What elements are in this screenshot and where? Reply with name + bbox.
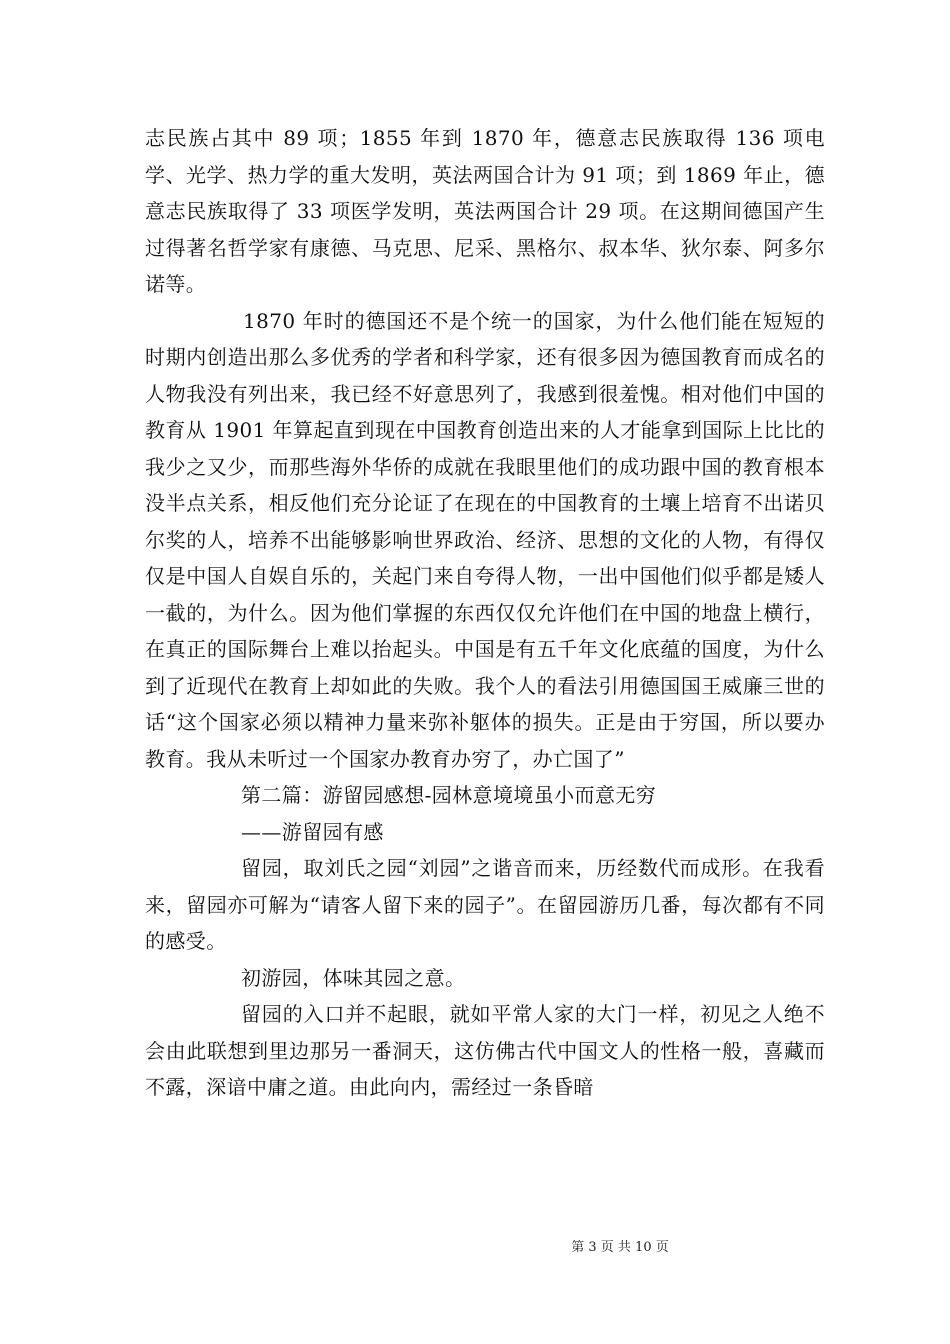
paragraph-first-visit: 初游园，体味其园之意。 (241, 965, 466, 990)
document-body (145, 120, 825, 1106)
page-number-footer: 第 3 页 共 10 页 (571, 1240, 669, 1255)
section-subtitle: ——游留园有感 (241, 819, 384, 844)
paragraph-inventions: 志民族占其中 89 项；1855 年到 1870 年，德意志民族取得 136 项电学、光学、热力学的重大发明，英法两国合计为 91 项；到 1869 年止，德意志民族取得了 33 项医学发明，英法两国合计 29 项。在这期间德国产生过得著名哲学家有康德、马克思、尼采、黑格尔、叔本华、狄尔泰、阿多尔诺等。 (145, 126, 825, 296)
paragraph-germany-education: 1870 年时的德国还不是个统一的国家，为什么他们能在短短的时期内创造出那么多优秀的学者和科学家，还有很多因为德国教育而成名的人物我没有列出来，我已经不好意思列了，我感到很羞愧。相对他们中国的教育从 1901 年算起直到现在中国教育创造出来的人才能拿到国际上比比的我少之又少，而那些海外华侨的成就在我眼里他们的成功跟中国的教育根本没半点关系，相反他们充分论证了在现在的中国教育的土壤上培育不出诺贝尔奖的人，培养不出能够影响世界政治、经济、思想的文化的人物，有得仅仅是中国人自娱自乐的，关起门来自夸得人物，一出中国他们似乎都是矮人一截的，为什么。因为他们掌握的东西仅仅允许他们在中国的地盘上横行，在真正的国际舞台上难以抬起头。中国是有五千年文化底蕴的国度，为什么到了近现代在教育上却如此的失败。我个人的看法引用德国国王威廉三世的话“这个国家必须以精神力量来弥补躯体的损失。正是由于穷国，所以要办教育。我从未听过一个国家办教育办穷了，办亡国了” (145, 308, 825, 771)
paragraph-entrance: 留园的入口并不起眼，就如平常人家的大门一样，初见之人绝不会由此联想到里边那另一番洞天，这仿佛古代中国文人的性格一般，喜藏而不露，深谙中庸之道。由此向内，需经过一条昏暗 (145, 1002, 825, 1099)
section-title: 第二篇：游留园感想-园林意境境虽小而意无穷 (241, 783, 657, 807)
paragraph-liuyuan-name: 留园，取刘氏之园“刘园”之谐音而来，历经数代而成形。在我看来，留园亦可解为“请客人留下来的园子”。在留园游历几番，每次都有不同的感受。 (145, 856, 825, 953)
